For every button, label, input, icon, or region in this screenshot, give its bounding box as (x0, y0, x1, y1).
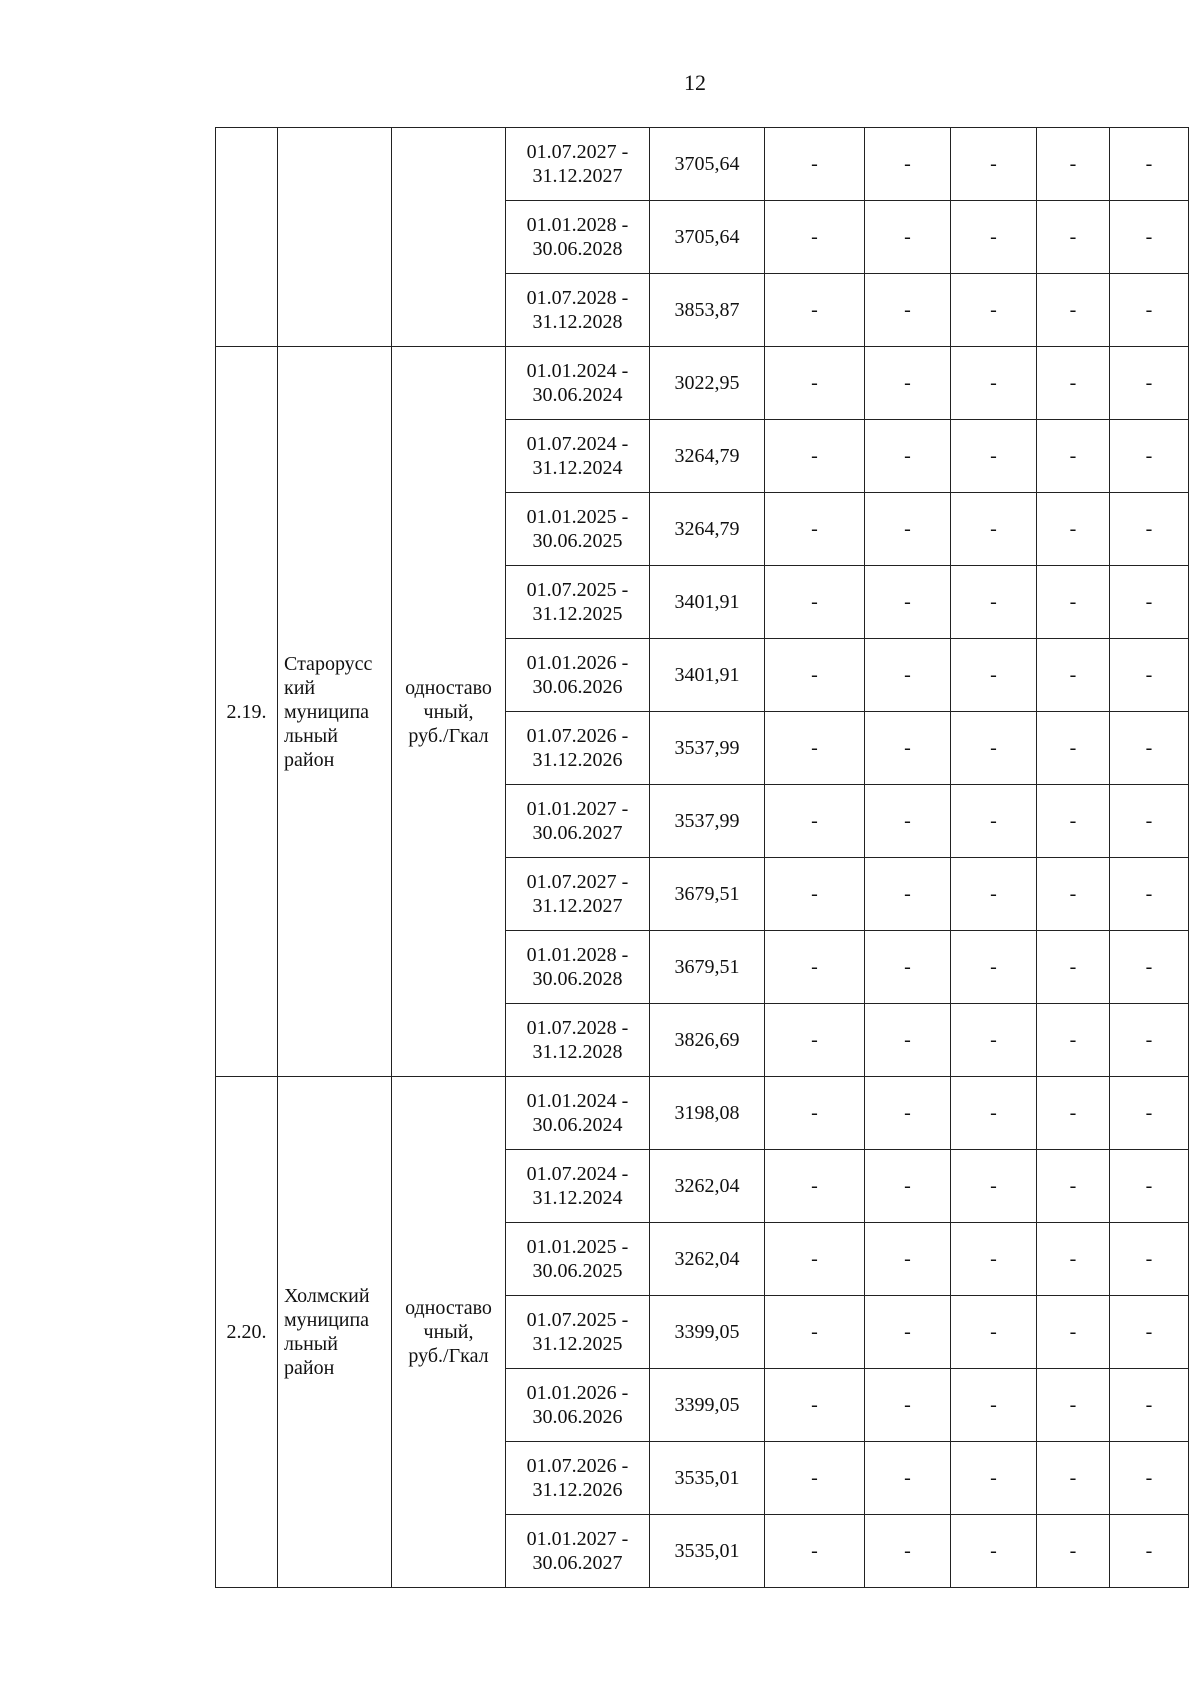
period-start: 01.07.2027 - (526, 871, 629, 893)
dash-cell: - (951, 347, 1037, 420)
period-cell (506, 128, 650, 201)
dash-cell: - (1037, 201, 1110, 274)
unit-line: одноставо (405, 1297, 492, 1319)
dash-cell: - (765, 201, 865, 274)
tariff-value: 3198,08 (650, 1077, 765, 1150)
tariff-value: 3679,51 (650, 931, 765, 1004)
dash-cell: - (1110, 858, 1189, 931)
dash-cell: - (951, 493, 1037, 566)
period-end: 31.12.2028 (532, 1041, 623, 1063)
page-number: 12 (684, 70, 706, 95)
dash-cell: - (765, 493, 865, 566)
dash-cell: - (865, 274, 951, 347)
municipality-name (278, 1077, 392, 1588)
tariff-value: 3262,04 (650, 1150, 765, 1223)
period-end: 30.06.2026 (532, 676, 623, 698)
municipality-name (278, 347, 392, 1077)
tariff-value: 3399,05 (650, 1296, 765, 1369)
tariff-value: 3264,79 (650, 420, 765, 493)
dash-cell: - (951, 201, 1037, 274)
tariff-value: 3401,91 (650, 566, 765, 639)
dash-cell: - (765, 1442, 865, 1515)
tariff-value: 3535,01 (650, 1515, 765, 1588)
dash-cell: - (951, 274, 1037, 347)
period-end: 31.12.2028 (532, 311, 623, 333)
tariff-value: 3537,99 (650, 712, 765, 785)
period-cell (506, 201, 650, 274)
period-end: 30.06.2025 (532, 530, 623, 552)
dash-cell: - (765, 1223, 865, 1296)
period-end: 30.06.2024 (532, 384, 623, 406)
dash-cell: - (1110, 1369, 1189, 1442)
period-cell (506, 1515, 650, 1588)
period-end: 31.12.2027 (532, 895, 623, 917)
dash-cell: - (1037, 1223, 1110, 1296)
period-cell (506, 274, 650, 347)
dash-cell: - (951, 785, 1037, 858)
dash-cell: - (765, 639, 865, 712)
section-number: 2.20. (216, 1077, 278, 1588)
dash-cell: - (1037, 785, 1110, 858)
dash-cell: - (865, 1150, 951, 1223)
period-cell (506, 1296, 650, 1369)
dash-cell: - (1037, 493, 1110, 566)
dash-cell: - (1110, 1296, 1189, 1369)
name-line: кий (284, 676, 316, 699)
dash-cell: - (1037, 1296, 1110, 1369)
dash-cell: - (1110, 1515, 1189, 1588)
dash-cell: - (865, 1077, 951, 1150)
unit-line: чный, (423, 700, 474, 723)
tariff-value: 3262,04 (650, 1223, 765, 1296)
name-line: льный (284, 1333, 338, 1355)
name-line: Холмский (284, 1285, 370, 1307)
period-cell (506, 858, 650, 931)
period-cell (506, 420, 650, 493)
dash-cell: - (865, 201, 951, 274)
period-start: 01.07.2025 - (526, 579, 629, 601)
dash-cell: - (951, 1442, 1037, 1515)
period-start: 01.07.2026 - (526, 1455, 629, 1477)
tariff-value: 3535,01 (650, 1442, 765, 1515)
dash-cell: - (1110, 347, 1189, 420)
dash-cell: - (1037, 347, 1110, 420)
period-start: 01.07.2027 - (526, 141, 629, 163)
dash-cell: - (951, 1077, 1037, 1150)
table-row (216, 128, 1189, 201)
period-start: 01.07.2026 - (526, 725, 629, 747)
dash-cell: - (865, 931, 951, 1004)
dash-cell: - (865, 858, 951, 931)
period-start: 01.01.2025 - (526, 506, 629, 528)
dash-cell: - (1037, 639, 1110, 712)
name-line: Старорусс (284, 652, 373, 675)
tariff-value: 3679,51 (650, 858, 765, 931)
period-start: 01.07.2024 - (526, 1163, 629, 1185)
dash-cell: - (865, 1223, 951, 1296)
tariff-value: 3022,95 (650, 347, 765, 420)
dash-cell: - (951, 1223, 1037, 1296)
dash-cell: - (951, 1004, 1037, 1077)
dash-cell: - (1110, 1223, 1189, 1296)
dash-cell: - (1110, 1077, 1189, 1150)
dash-cell: - (1037, 420, 1110, 493)
dash-cell: - (865, 712, 951, 785)
dash-cell: - (865, 1369, 951, 1442)
dash-cell: - (1110, 128, 1189, 201)
dash-cell: - (865, 1296, 951, 1369)
name-line: муниципа (284, 1309, 370, 1331)
period-end: 30.06.2027 (532, 1552, 623, 1574)
dash-cell: - (865, 1442, 951, 1515)
unit-line: руб./Гкал (408, 724, 489, 747)
dash-cell: - (1110, 493, 1189, 566)
dash-cell: - (765, 566, 865, 639)
period-end: 31.12.2024 (532, 457, 623, 479)
period-cell (506, 1369, 650, 1442)
dash-cell: - (865, 420, 951, 493)
unit-line: чный, (423, 1321, 474, 1343)
period-cell (506, 1150, 650, 1223)
tariff-value: 3399,05 (650, 1369, 765, 1442)
tariff-value: 3705,64 (650, 128, 765, 201)
dash-cell: - (1110, 931, 1189, 1004)
period-end: 30.06.2028 (532, 238, 623, 260)
dash-cell: - (765, 858, 865, 931)
dash-cell: - (1110, 785, 1189, 858)
period-cell (506, 347, 650, 420)
tariff-value: 3537,99 (650, 785, 765, 858)
unit-cell (392, 347, 506, 1077)
dash-cell: - (765, 712, 865, 785)
dash-cell: - (765, 1077, 865, 1150)
dash-cell: - (1110, 274, 1189, 347)
tariff-value: 3401,91 (650, 639, 765, 712)
period-start: 01.07.2025 - (526, 1309, 629, 1331)
period-start: 01.01.2026 - (526, 1382, 629, 1404)
dash-cell: - (865, 347, 951, 420)
num-cell (216, 128, 278, 347)
dash-cell: - (951, 566, 1037, 639)
dash-cell: - (765, 931, 865, 1004)
dash-cell: - (765, 128, 865, 201)
name-line: район (284, 1357, 335, 1379)
section-number: 2.19. (216, 347, 278, 1077)
period-start: 01.01.2028 - (526, 214, 629, 236)
period-end: 31.12.2026 (532, 749, 623, 771)
unit-line: одноставо (405, 676, 492, 699)
dash-cell: - (951, 1296, 1037, 1369)
period-end: 31.12.2026 (532, 1479, 623, 1501)
dash-cell: - (951, 639, 1037, 712)
dash-cell: - (951, 1369, 1037, 1442)
dash-cell: - (951, 858, 1037, 931)
period-end: 31.12.2027 (532, 165, 623, 187)
dash-cell: - (865, 1515, 951, 1588)
unit-cell (392, 1077, 506, 1588)
dash-cell: - (951, 128, 1037, 201)
period-end: 30.06.2028 (532, 968, 623, 990)
dash-cell: - (765, 420, 865, 493)
unit-line: руб./Гкал (408, 1345, 489, 1367)
period-start: 01.07.2028 - (526, 1017, 629, 1039)
dash-cell: - (1037, 1515, 1110, 1588)
dash-cell: - (865, 493, 951, 566)
table-body (216, 128, 1189, 1588)
name-line: льный (284, 724, 338, 747)
period-start: 01.01.2024 - (526, 1090, 629, 1112)
dash-cell: - (1037, 1004, 1110, 1077)
period-cell (506, 1077, 650, 1150)
tariff-value: 3826,69 (650, 1004, 765, 1077)
dash-cell: - (1110, 712, 1189, 785)
dash-cell: - (1110, 1150, 1189, 1223)
name-line: муниципа (284, 700, 370, 723)
period-start: 01.07.2028 - (526, 287, 629, 309)
dash-cell: - (1110, 639, 1189, 712)
period-end: 30.06.2026 (532, 1406, 623, 1428)
period-cell (506, 1223, 650, 1296)
period-cell (506, 1442, 650, 1515)
tariff-value: 3264,79 (650, 493, 765, 566)
dash-cell: - (1037, 712, 1110, 785)
dash-cell: - (1037, 1369, 1110, 1442)
table-row (216, 1077, 1189, 1150)
period-end: 30.06.2024 (532, 1114, 623, 1136)
period-end: 31.12.2024 (532, 1187, 623, 1209)
dash-cell: - (765, 1515, 865, 1588)
dash-cell: - (765, 1150, 865, 1223)
tariff-table (215, 127, 1189, 1588)
dash-cell: - (865, 1004, 951, 1077)
dash-cell: - (865, 128, 951, 201)
period-cell (506, 639, 650, 712)
dash-cell: - (765, 274, 865, 347)
dash-cell: - (951, 1515, 1037, 1588)
dash-cell: - (1110, 420, 1189, 493)
dash-cell: - (951, 712, 1037, 785)
dash-cell: - (765, 1369, 865, 1442)
period-cell (506, 712, 650, 785)
dash-cell: - (951, 1150, 1037, 1223)
dash-cell: - (865, 566, 951, 639)
dash-cell: - (1037, 274, 1110, 347)
period-start: 01.01.2027 - (526, 1528, 629, 1550)
dash-cell: - (951, 931, 1037, 1004)
period-end: 30.06.2027 (532, 822, 623, 844)
period-start: 01.01.2028 - (526, 944, 629, 966)
dash-cell: - (1037, 1442, 1110, 1515)
period-start: 01.07.2024 - (526, 433, 629, 455)
dash-cell: - (1037, 566, 1110, 639)
dash-cell: - (1110, 566, 1189, 639)
tariff-value: 3705,64 (650, 201, 765, 274)
dash-cell: - (1110, 201, 1189, 274)
dash-cell: - (865, 785, 951, 858)
period-cell (506, 1004, 650, 1077)
dash-cell: - (1037, 931, 1110, 1004)
period-end: 31.12.2025 (532, 603, 623, 625)
tariff-value: 3853,87 (650, 274, 765, 347)
dash-cell: - (1110, 1442, 1189, 1515)
dash-cell: - (765, 1004, 865, 1077)
dash-cell: - (765, 785, 865, 858)
period-start: 01.01.2024 - (526, 360, 629, 382)
period-cell (506, 785, 650, 858)
dash-cell: - (1037, 1150, 1110, 1223)
period-cell (506, 931, 650, 1004)
dash-cell: - (765, 1296, 865, 1369)
name-cell (278, 128, 392, 347)
dash-cell: - (765, 347, 865, 420)
dash-cell: - (1037, 128, 1110, 201)
dash-cell: - (865, 639, 951, 712)
dash-cell: - (1037, 1077, 1110, 1150)
dash-cell: - (951, 420, 1037, 493)
period-start: 01.01.2026 - (526, 652, 629, 674)
unit-cell (392, 128, 506, 347)
period-start: 01.01.2025 - (526, 1236, 629, 1258)
period-cell (506, 493, 650, 566)
table-row (216, 347, 1189, 420)
name-line: район (284, 748, 335, 771)
dash-cell: - (1110, 1004, 1189, 1077)
period-end: 31.12.2025 (532, 1333, 623, 1355)
dash-cell: - (1037, 858, 1110, 931)
period-cell (506, 566, 650, 639)
period-start: 01.01.2027 - (526, 798, 629, 820)
period-end: 30.06.2025 (532, 1260, 623, 1282)
